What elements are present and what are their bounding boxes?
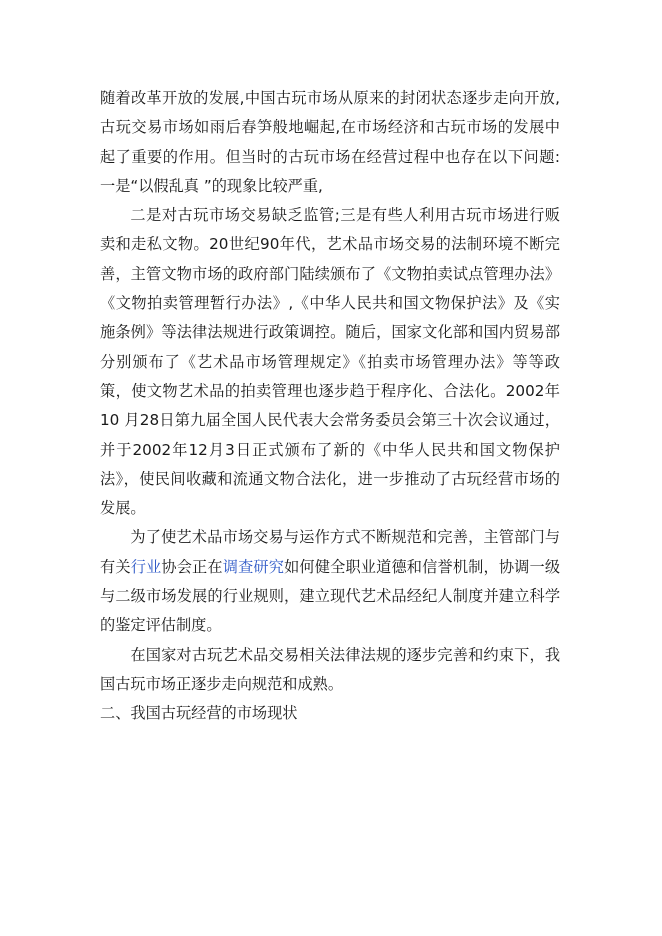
link-research[interactable]: 调查研究 — [222, 557, 285, 576]
paragraph-4 — [100, 641, 560, 700]
paragraph-text: 二是对古玩市场交易缺乏监管;三是有些人利用古玩市场进行贩卖和走私文物。20世纪90年代，艺术品市场交易的法制环境不断完善，主管文物市场的政府部门陆续颁布了《文物拍卖试点管理办法》《文物拍卖管理暂行办法》,《中华人民共和国文物保护法》及《实施条例》等法律法规进行政策调控。随后，国家文化部和国内贸易部分别颁布了《艺术品市场管理规定》《拍卖市场管理办法》等等政策，使文物艺术品的拍卖管理也逐步趋于程序化、合法化。2002年10 月28日第九届全国人民代表大会常务委员会第三十次会议通过，并于2002年12月3日正式颁布了新的《中华人民共和国文物保护法》，使民间收藏和流通文物合法化，进一步推动了古玩经营市场的发展。 — [100, 206, 560, 518]
paragraph-text: 如何健全职业道德和信誉机制，协调一级与二级市场发展的行业规则，建立现代艺术品经纪人制度并建立科学的鉴定评估制度。 — [100, 557, 561, 635]
section-heading-text: 二、我国古玩经营的市场现状 — [100, 704, 298, 723]
paragraph-text: 在国家对古玩艺术品交易相关法律法规的逐步完善和约束下，我国古玩市场正逐步走向规范和成熟。 — [100, 645, 560, 693]
paragraph-1 — [100, 84, 560, 201]
paragraph-text: 随着改革开放的发展,中国古玩市场从原来的封闭状态逐步走向开放,古玩交易市场如雨后春笋般地崛起,在市场经济和古玩市场的发展中起了重要的作用。但当时的古玩市场在经营过程中也存在以下问题:一是“以假乱真 ”的现象比较严重, — [100, 89, 560, 195]
paragraph-text: 为了使艺术品市场交易与运作方式不断规范和完善，主管部门与有关 — [100, 528, 560, 576]
section-heading — [100, 699, 560, 728]
document-body — [100, 84, 560, 729]
paragraph-text: 协会正在 — [161, 557, 223, 576]
paragraph-3 — [100, 523, 560, 640]
link-industry[interactable]: 行业 — [130, 557, 162, 576]
paragraph-2 — [100, 201, 560, 523]
